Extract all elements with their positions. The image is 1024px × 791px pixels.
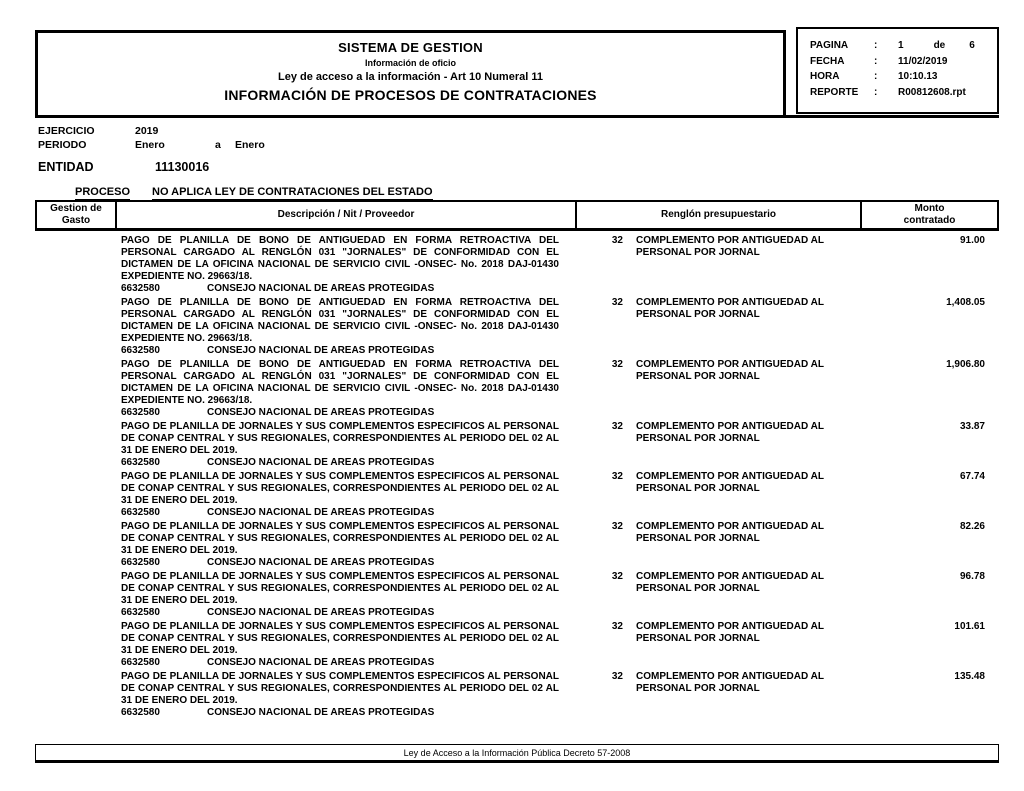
table-row [35, 521, 999, 569]
gestion-cell [35, 421, 115, 469]
descripcion-text: PAGO DE PLANILLA DE JORNALES Y SUS COMPLEMENTOS ESPECIFICOS AL PERSONAL DE CONAP CENTRAL Y SUS REGIONALES, CORRESPONDIENTES AL PERIODO DEL 02 AL 31 DE ENERO DEL 2019. [121, 571, 559, 606]
proceso-line [75, 186, 433, 200]
table-row [35, 471, 999, 519]
contracts-table [35, 200, 999, 721]
monto-value: 1,906.80 [946, 359, 985, 370]
hora-label: HORA [810, 71, 840, 82]
ejercicio-line [38, 125, 158, 137]
pagina-colon: : [874, 40, 878, 51]
descripcion-cell [115, 297, 575, 357]
gestion-cell [35, 359, 115, 419]
proveedor-name: CONSEJO NACIONAL DE AREAS PROTEGIDAS [207, 407, 435, 418]
descripcion-text: PAGO DE PLANILLA DE JORNALES Y SUS COMPLEMENTOS ESPECIFICOS AL PERSONAL DE CONAP CENTRAL Y SUS REGIONALES, CORRESPONDIENTES AL PERIODO DEL 02 AL 31 DE ENERO DEL 2019. [121, 521, 559, 556]
renglon-descripcion: COMPLEMENTO POR ANTIGUEDAD AL PERSONAL POR JORNAL [636, 521, 824, 544]
monto-value: 101.61 [954, 621, 985, 632]
gestion-cell [35, 571, 115, 619]
periodo-label: PERIODO [38, 139, 87, 151]
nit-value: 6632580 [121, 657, 160, 668]
entidad-line [38, 161, 209, 173]
renglon-descripcion: COMPLEMENTO POR ANTIGUEDAD AL PERSONAL POR JORNAL [636, 421, 824, 444]
reporte-value: R00812608.rpt [898, 86, 966, 98]
nit-value: 6632580 [121, 457, 160, 468]
col-header-descripcion [117, 202, 577, 228]
col-header-descripcion-text: Descripción / Nit / Proveedor [277, 209, 415, 220]
periodo-to: Enero [235, 139, 265, 151]
descripcion-text: PAGO DE PLANILLA DE BONO DE ANTIGUEDAD EN FORMA RETROACTIVA DEL PERSONAL CARGADO AL RENGLÓN 031 "JORNALES" DE CONFORMIDAD CON EL DICTAMEN DE LA OFICINA NACIONAL DE SERVICIO CIVIL -ONSEC- No. 2018 DAJ-01430 EXPEDIENTE NO. 29663/18. [121, 359, 559, 406]
col-header-monto-line1: Monto [914, 203, 945, 214]
pagina-value [898, 40, 975, 56]
table-row [35, 297, 999, 357]
gestion-cell [35, 521, 115, 569]
monto-value: 91.00 [959, 235, 985, 246]
periodo-line [38, 139, 265, 151]
col-header-renglon [577, 202, 862, 228]
descripcion-cell [115, 571, 575, 619]
monto-value: 82.26 [959, 521, 985, 532]
proveedor-name: CONSEJO NACIONAL DE AREAS PROTEGIDAS [207, 345, 435, 356]
nit-proveedor-line [121, 457, 575, 469]
renglon-descripcion: COMPLEMENTO POR ANTIGUEDAD AL PERSONAL POR JORNAL [636, 235, 824, 258]
renglon-cell [575, 421, 860, 469]
table-row [35, 571, 999, 619]
nit-value: 6632580 [121, 607, 160, 618]
descripcion-text: PAGO DE PLANILLA DE JORNALES Y SUS COMPLEMENTOS ESPECIFICOS AL PERSONAL DE CONAP CENTRAL Y SUS REGIONALES, CORRESPONDIENTES AL PERIODO DEL 02 AL 31 DE ENERO DEL 2019. [121, 471, 559, 506]
hora-row [810, 71, 997, 87]
nit-value: 6632580 [121, 557, 160, 568]
renglon-descripcion: COMPLEMENTO POR ANTIGUEDAD AL PERSONAL POR JORNAL [636, 359, 824, 382]
col-header-monto [862, 202, 997, 228]
nit-value: 6632580 [121, 407, 160, 418]
renglon-cell [575, 521, 860, 569]
col-header-renglon-text: Renglón presupuestario [660, 209, 776, 220]
report-main-title: INFORMACIÓN DE PROCESOS DE CONTRATACIONES [224, 87, 597, 103]
renglon-code: 32 [611, 471, 623, 482]
renglon-descripcion: COMPLEMENTO POR ANTIGUEDAD AL PERSONAL POR JORNAL [636, 621, 824, 644]
gestion-cell [35, 471, 115, 519]
footer-box [35, 744, 999, 763]
nit-value: 6632580 [121, 707, 160, 718]
proveedor-name: CONSEJO NACIONAL DE AREAS PROTEGIDAS [207, 557, 435, 568]
page-total: 6 [969, 40, 975, 51]
proveedor-name: CONSEJO NACIONAL DE AREAS PROTEGIDAS [207, 283, 435, 294]
ejercicio-label: EJERCICIO [38, 125, 95, 137]
renglon-cell [575, 621, 860, 669]
proveedor-name: CONSEJO NACIONAL DE AREAS PROTEGIDAS [207, 707, 435, 718]
descripcion-text: PAGO DE PLANILLA DE JORNALES Y SUS COMPLEMENTOS ESPECIFICOS AL PERSONAL DE CONAP CENTRAL Y SUS REGIONALES, CORRESPONDIENTES AL PERIODO DEL 02 AL 31 DE ENERO DEL 2019. [121, 621, 559, 656]
periodo-from: Enero [135, 139, 165, 151]
gestion-cell [35, 621, 115, 669]
proveedor-name: CONSEJO NACIONAL DE AREAS PROTEGIDAS [207, 657, 435, 668]
descripcion-cell [115, 621, 575, 669]
monto-value: 96.78 [959, 571, 985, 582]
table-body [35, 231, 999, 719]
renglon-code: 32 [611, 571, 623, 582]
hora-value: 10:10.13 [898, 71, 938, 82]
report-title-box [35, 30, 786, 118]
descripcion-cell [115, 235, 575, 295]
subtitle-oficio: Información de oficio [364, 58, 456, 68]
footer-text: Ley de Acceso a la Información Pública Decreto 57-2008 [403, 748, 631, 758]
table-row [35, 671, 999, 719]
table-row [35, 359, 999, 419]
descripcion-cell [115, 359, 575, 419]
renglon-cell [575, 359, 860, 419]
table-header-row [35, 200, 999, 231]
nit-proveedor-line [121, 283, 575, 295]
gestion-cell [35, 671, 115, 719]
fecha-row [810, 56, 997, 72]
gestion-cell [35, 235, 115, 295]
nit-proveedor-line [121, 657, 575, 669]
descripcion-cell [115, 421, 575, 469]
gestion-cell [35, 297, 115, 357]
pagina-label: PAGINA [810, 40, 849, 51]
renglon-descripcion: COMPLEMENTO POR ANTIGUEDAD AL PERSONAL POR JORNAL [636, 471, 824, 494]
nit-proveedor-line [121, 507, 575, 519]
table-row [35, 621, 999, 669]
descripcion-cell [115, 671, 575, 719]
col-header-gestion-line1: Gestion de [50, 203, 102, 214]
monto-value: 135.48 [954, 671, 985, 682]
monto-value: 67.74 [959, 471, 985, 482]
nit-proveedor-line [121, 407, 575, 419]
pagina-row [810, 40, 997, 56]
nit-proveedor-line [121, 557, 575, 569]
reporte-label: REPORTE [810, 86, 859, 98]
renglon-code: 32 [611, 621, 623, 632]
entidad-label: ENTIDAD [38, 160, 94, 174]
subtitle-ley: Ley de acceso a la información - Art 10 Numeral 11 [278, 71, 543, 83]
renglon-cell [575, 297, 860, 357]
proceso-value: NO APLICA LEY DE CONTRATACIONES DEL ESTADO [152, 186, 433, 198]
reporte-row [810, 87, 997, 103]
monto-value: 33.87 [959, 421, 985, 432]
renglon-cell [575, 571, 860, 619]
col-header-gestion [37, 202, 117, 228]
descripcion-text: PAGO DE PLANILLA DE JORNALES Y SUS COMPLEMENTOS ESPECIFICOS AL PERSONAL DE CONAP CENTRAL Y SUS REGIONALES, CORRESPONDIENTES AL PERIODO DEL 02 AL 31 DE ENERO DEL 2019. [121, 421, 559, 456]
table-row [35, 421, 999, 469]
nit-proveedor-line [121, 707, 575, 719]
proveedor-name: CONSEJO NACIONAL DE AREAS PROTEGIDAS [207, 457, 435, 468]
proveedor-name: CONSEJO NACIONAL DE AREAS PROTEGIDAS [207, 507, 435, 518]
proveedor-name: CONSEJO NACIONAL DE AREAS PROTEGIDAS [207, 607, 435, 618]
renglon-descripcion: COMPLEMENTO POR ANTIGUEDAD AL PERSONAL POR JORNAL [636, 571, 824, 594]
nit-proveedor-line [121, 607, 575, 619]
renglon-code: 32 [611, 671, 623, 682]
entidad-value: 11130016 [155, 160, 210, 174]
periodo-a: a [215, 139, 221, 151]
descripcion-cell [115, 521, 575, 569]
header-divider-line [35, 115, 999, 118]
nit-value: 6632580 [121, 283, 160, 294]
hora-colon: : [874, 71, 878, 82]
fecha-label: FECHA [810, 55, 845, 67]
descripcion-text: PAGO DE PLANILLA DE BONO DE ANTIGUEDAD EN FORMA RETROACTIVA DEL PERSONAL CARGADO AL RENGLÓN 031 "JORNALES" DE CONFORMIDAD CON EL DICTAMEN DE LA OFICINA NACIONAL DE SERVICIO CIVIL -ONSEC- No. 2018 DAJ-01430 EXPEDIENTE NO. 29663/18. [121, 297, 559, 344]
renglon-cell [575, 471, 860, 519]
renglon-code: 32 [611, 359, 623, 370]
page-number: 1 [898, 40, 904, 51]
col-header-gestion-line2: Gasto [61, 215, 91, 226]
system-title: SISTEMA DE GESTION [338, 40, 483, 55]
nit-proveedor-line [121, 345, 575, 357]
renglon-cell [575, 235, 860, 295]
renglon-descripcion: COMPLEMENTO POR ANTIGUEDAD AL PERSONAL POR JORNAL [636, 297, 824, 320]
reporte-colon: : [874, 86, 878, 98]
nit-value: 6632580 [121, 345, 160, 356]
page-info-box [796, 27, 999, 114]
table-row [35, 235, 999, 295]
renglon-code: 32 [611, 235, 623, 246]
renglon-descripcion: COMPLEMENTO POR ANTIGUEDAD AL PERSONAL POR JORNAL [636, 671, 824, 694]
page-de: de [933, 40, 946, 51]
renglon-code: 32 [611, 421, 623, 432]
renglon-code: 32 [611, 297, 623, 308]
descripcion-cell [115, 471, 575, 519]
renglon-cell [575, 671, 860, 719]
monto-value: 1,408.05 [946, 297, 985, 308]
proceso-label: PROCESO [75, 186, 131, 198]
descripcion-text: PAGO DE PLANILLA DE BONO DE ANTIGUEDAD EN FORMA RETROACTIVA DEL PERSONAL CARGADO AL RENGLÓN 031 "JORNALES" DE CONFORMIDAD CON EL DICTAMEN DE LA OFICINA NACIONAL DE SERVICIO CIVIL -ONSEC- No. 2018 DAJ-01430 EXPEDIENTE NO. 29663/18. [121, 235, 559, 282]
descripcion-text: PAGO DE PLANILLA DE JORNALES Y SUS COMPLEMENTOS ESPECIFICOS AL PERSONAL DE CONAP CENTRAL Y SUS REGIONALES, CORRESPONDIENTES AL PERIODO DEL 02 AL 31 DE ENERO DEL 2019. [121, 671, 559, 706]
renglon-code: 32 [611, 521, 623, 532]
nit-value: 6632580 [121, 507, 160, 518]
ejercicio-value: 2019 [135, 125, 159, 137]
col-header-monto-line2: contratado [903, 215, 956, 226]
fecha-value: 11/02/2019 [898, 55, 948, 67]
fecha-colon: : [874, 55, 878, 67]
